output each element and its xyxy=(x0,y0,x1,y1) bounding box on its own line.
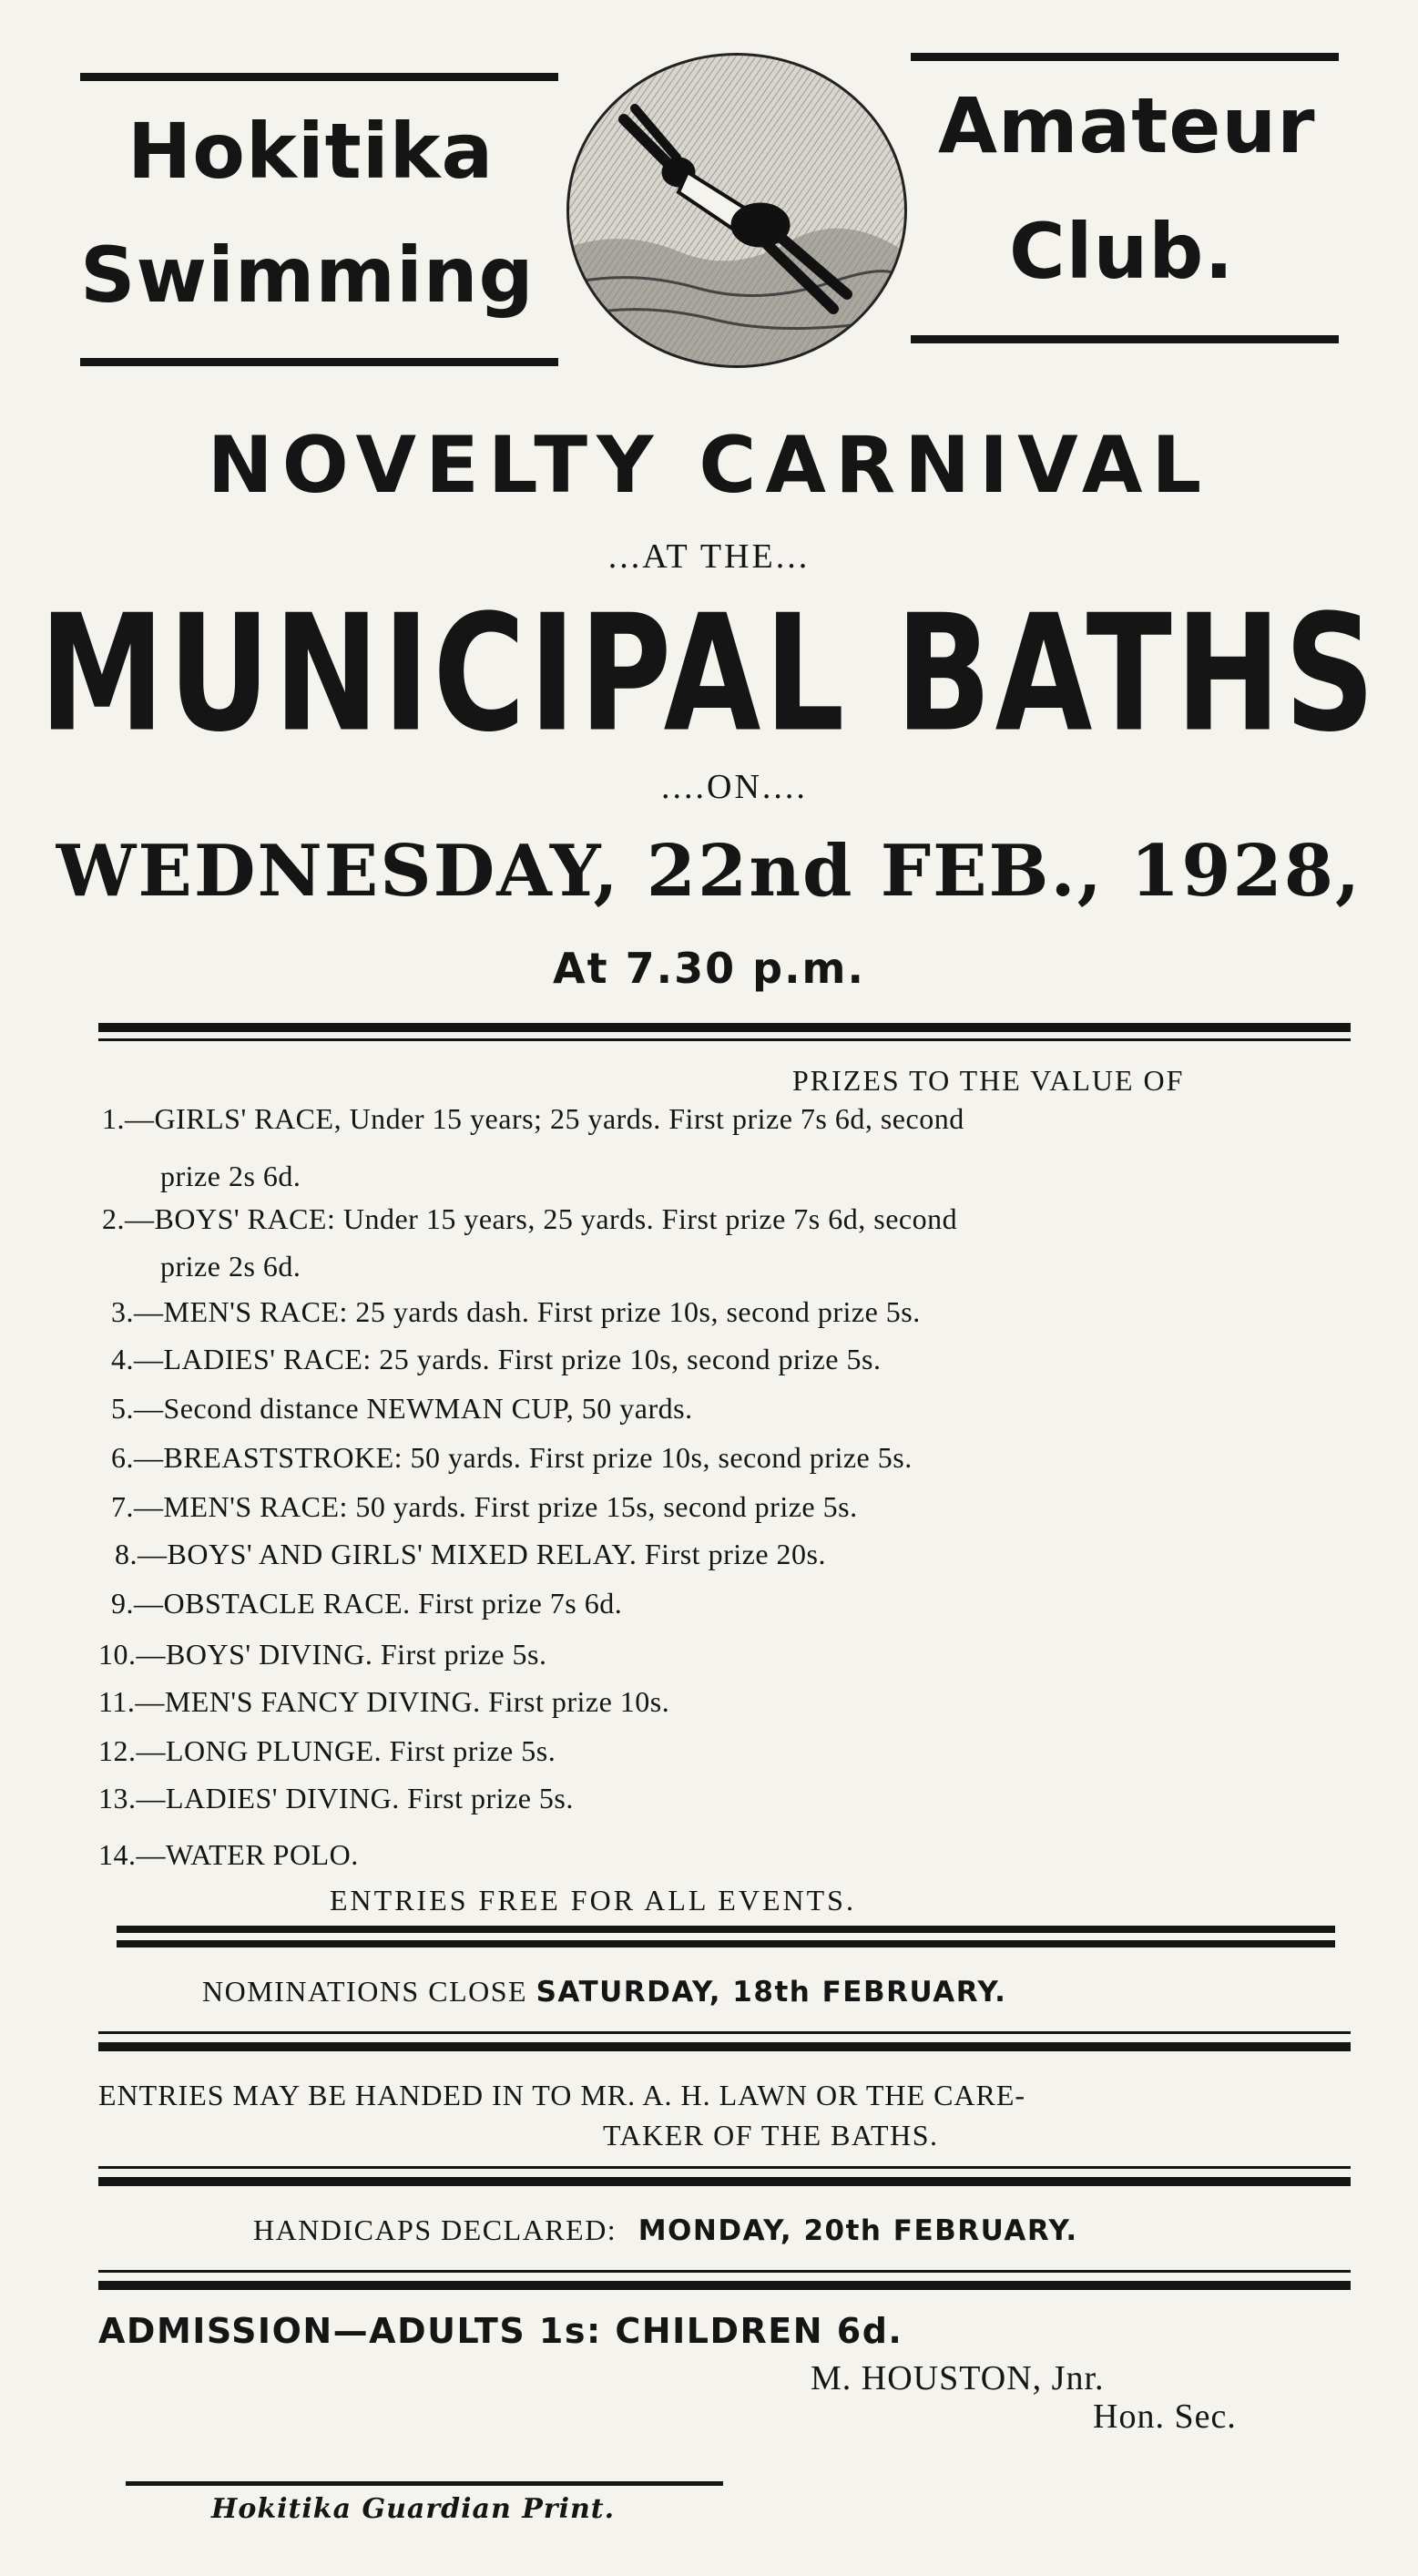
event-13: 13.—LADIES' DIVING. First prize 5s. xyxy=(98,1782,574,1814)
entries-handed-line1: ENTRIES MAY BE HANDED IN TO MR. A. H. LAWN OR THE CARE- xyxy=(98,2079,1026,2111)
masthead-left-line1: Hokitika xyxy=(128,107,495,196)
handicaps-notice xyxy=(253,2215,1078,2245)
event-14: 14.—WATER POLO. xyxy=(98,1838,359,1871)
event-date: WEDNESDAY, 22nd FEB., 1928, xyxy=(56,830,1362,913)
printer-credit: Hokitika Guardian Print. xyxy=(211,2493,616,2525)
event-title: NOVELTY CARNIVAL xyxy=(207,420,1211,511)
notice-rule-2b xyxy=(98,2042,1351,2051)
event-12: 12.—LONG PLUNGE. First prize 5s. xyxy=(98,1734,556,1767)
event-9: 9.—OBSTACLE RACE. First prize 7s 6d. xyxy=(111,1587,623,1620)
entries-free-note: ENTRIES FREE FOR ALL EVENTS. xyxy=(330,1884,856,1917)
secretary-title: Hon. Sec. xyxy=(1093,2397,1237,2436)
diver-icon xyxy=(569,56,904,365)
notice-rule-3 xyxy=(98,2166,1351,2169)
admission-prices: ADMISSION—ADULTS 1s: CHILDREN 6d. xyxy=(98,2311,903,2351)
printer-rule xyxy=(126,2481,723,2486)
notice-rule-4 xyxy=(98,2270,1351,2273)
nominations-prefix: NOMINATIONS CLOSE xyxy=(202,1975,528,2008)
secretary-name: M. HOUSTON, Jnr. xyxy=(811,2359,1105,2397)
nominations-date: SATURDAY, 18th FEBRUARY. xyxy=(536,1976,1007,2009)
masthead-rule-left-bottom xyxy=(80,358,558,366)
prizes-heading: PRIZES TO THE VALUE OF xyxy=(792,1064,1185,1097)
on-label: ....ON.... xyxy=(661,768,808,806)
notice-rule-2 xyxy=(98,2031,1351,2034)
event-2-line1: 2.—BOYS' RACE: Under 15 years, 25 yards. First prize 7s 6d, second xyxy=(102,1202,958,1235)
event-6: 6.—BREASTSTROKE: 50 yards. First prize 10s, second prize 5s. xyxy=(111,1441,913,1474)
handicaps-date: MONDAY, 20th FEBRUARY. xyxy=(638,2214,1078,2247)
entries-handed-line2: TAKER OF THE BATHS. xyxy=(603,2119,939,2152)
masthead-right-line1: Amateur xyxy=(938,81,1316,170)
event-time: At 7.30 p.m. xyxy=(553,944,865,993)
masthead-rule-left-top xyxy=(80,73,558,81)
event-7: 7.—MEN'S RACE: 50 yards. First prize 15s, second prize 5s. xyxy=(111,1490,858,1523)
handicaps-prefix: HANDICAPS DECLARED: xyxy=(253,2213,617,2246)
event-10: 10.—BOYS' DIVING. First prize 5s. xyxy=(98,1638,547,1671)
section-rule-top-thin xyxy=(98,1038,1351,1041)
event-2-line2: prize 2s 6d. xyxy=(160,1250,301,1283)
nominations-notice xyxy=(202,1977,1006,2007)
event-3: 3.—MEN'S RACE: 25 yards dash. First prize 10s, second prize 5s. xyxy=(111,1295,921,1328)
event-1-line2: prize 2s 6d. xyxy=(160,1160,301,1192)
event-1-line1: 1.—GIRLS' RACE, Under 15 years; 25 yards. First prize 7s 6d, second xyxy=(102,1102,964,1135)
masthead-right-line2: Club. xyxy=(1009,207,1235,296)
at-the-label: ...AT THE... xyxy=(607,537,811,576)
event-5: 5.—Second distance NEWMAN CUP, 50 yards. xyxy=(111,1392,693,1425)
event-8: 8.—BOYS' AND GIRLS' MIXED RELAY. First prize 20s. xyxy=(115,1538,826,1570)
notice-rule-3b xyxy=(98,2177,1351,2186)
notice-rule-1b xyxy=(117,1940,1335,1947)
masthead-rule-right-bottom xyxy=(911,335,1339,343)
notice-rule-4b xyxy=(98,2281,1351,2290)
masthead-rule-right-top xyxy=(911,53,1339,61)
event-4: 4.—LADIES' RACE: 25 yards. First prize 10s, second prize 5s. xyxy=(111,1343,882,1375)
venue-title: MUNICIPAL BATHS xyxy=(39,579,1379,768)
event-11: 11.—MEN'S FANCY DIVING. First prize 10s. xyxy=(98,1685,670,1718)
masthead-left-line2: Swimming xyxy=(80,230,535,320)
notice-rule-1 xyxy=(117,1926,1335,1933)
section-rule-top xyxy=(98,1023,1351,1032)
club-emblem xyxy=(566,53,907,368)
